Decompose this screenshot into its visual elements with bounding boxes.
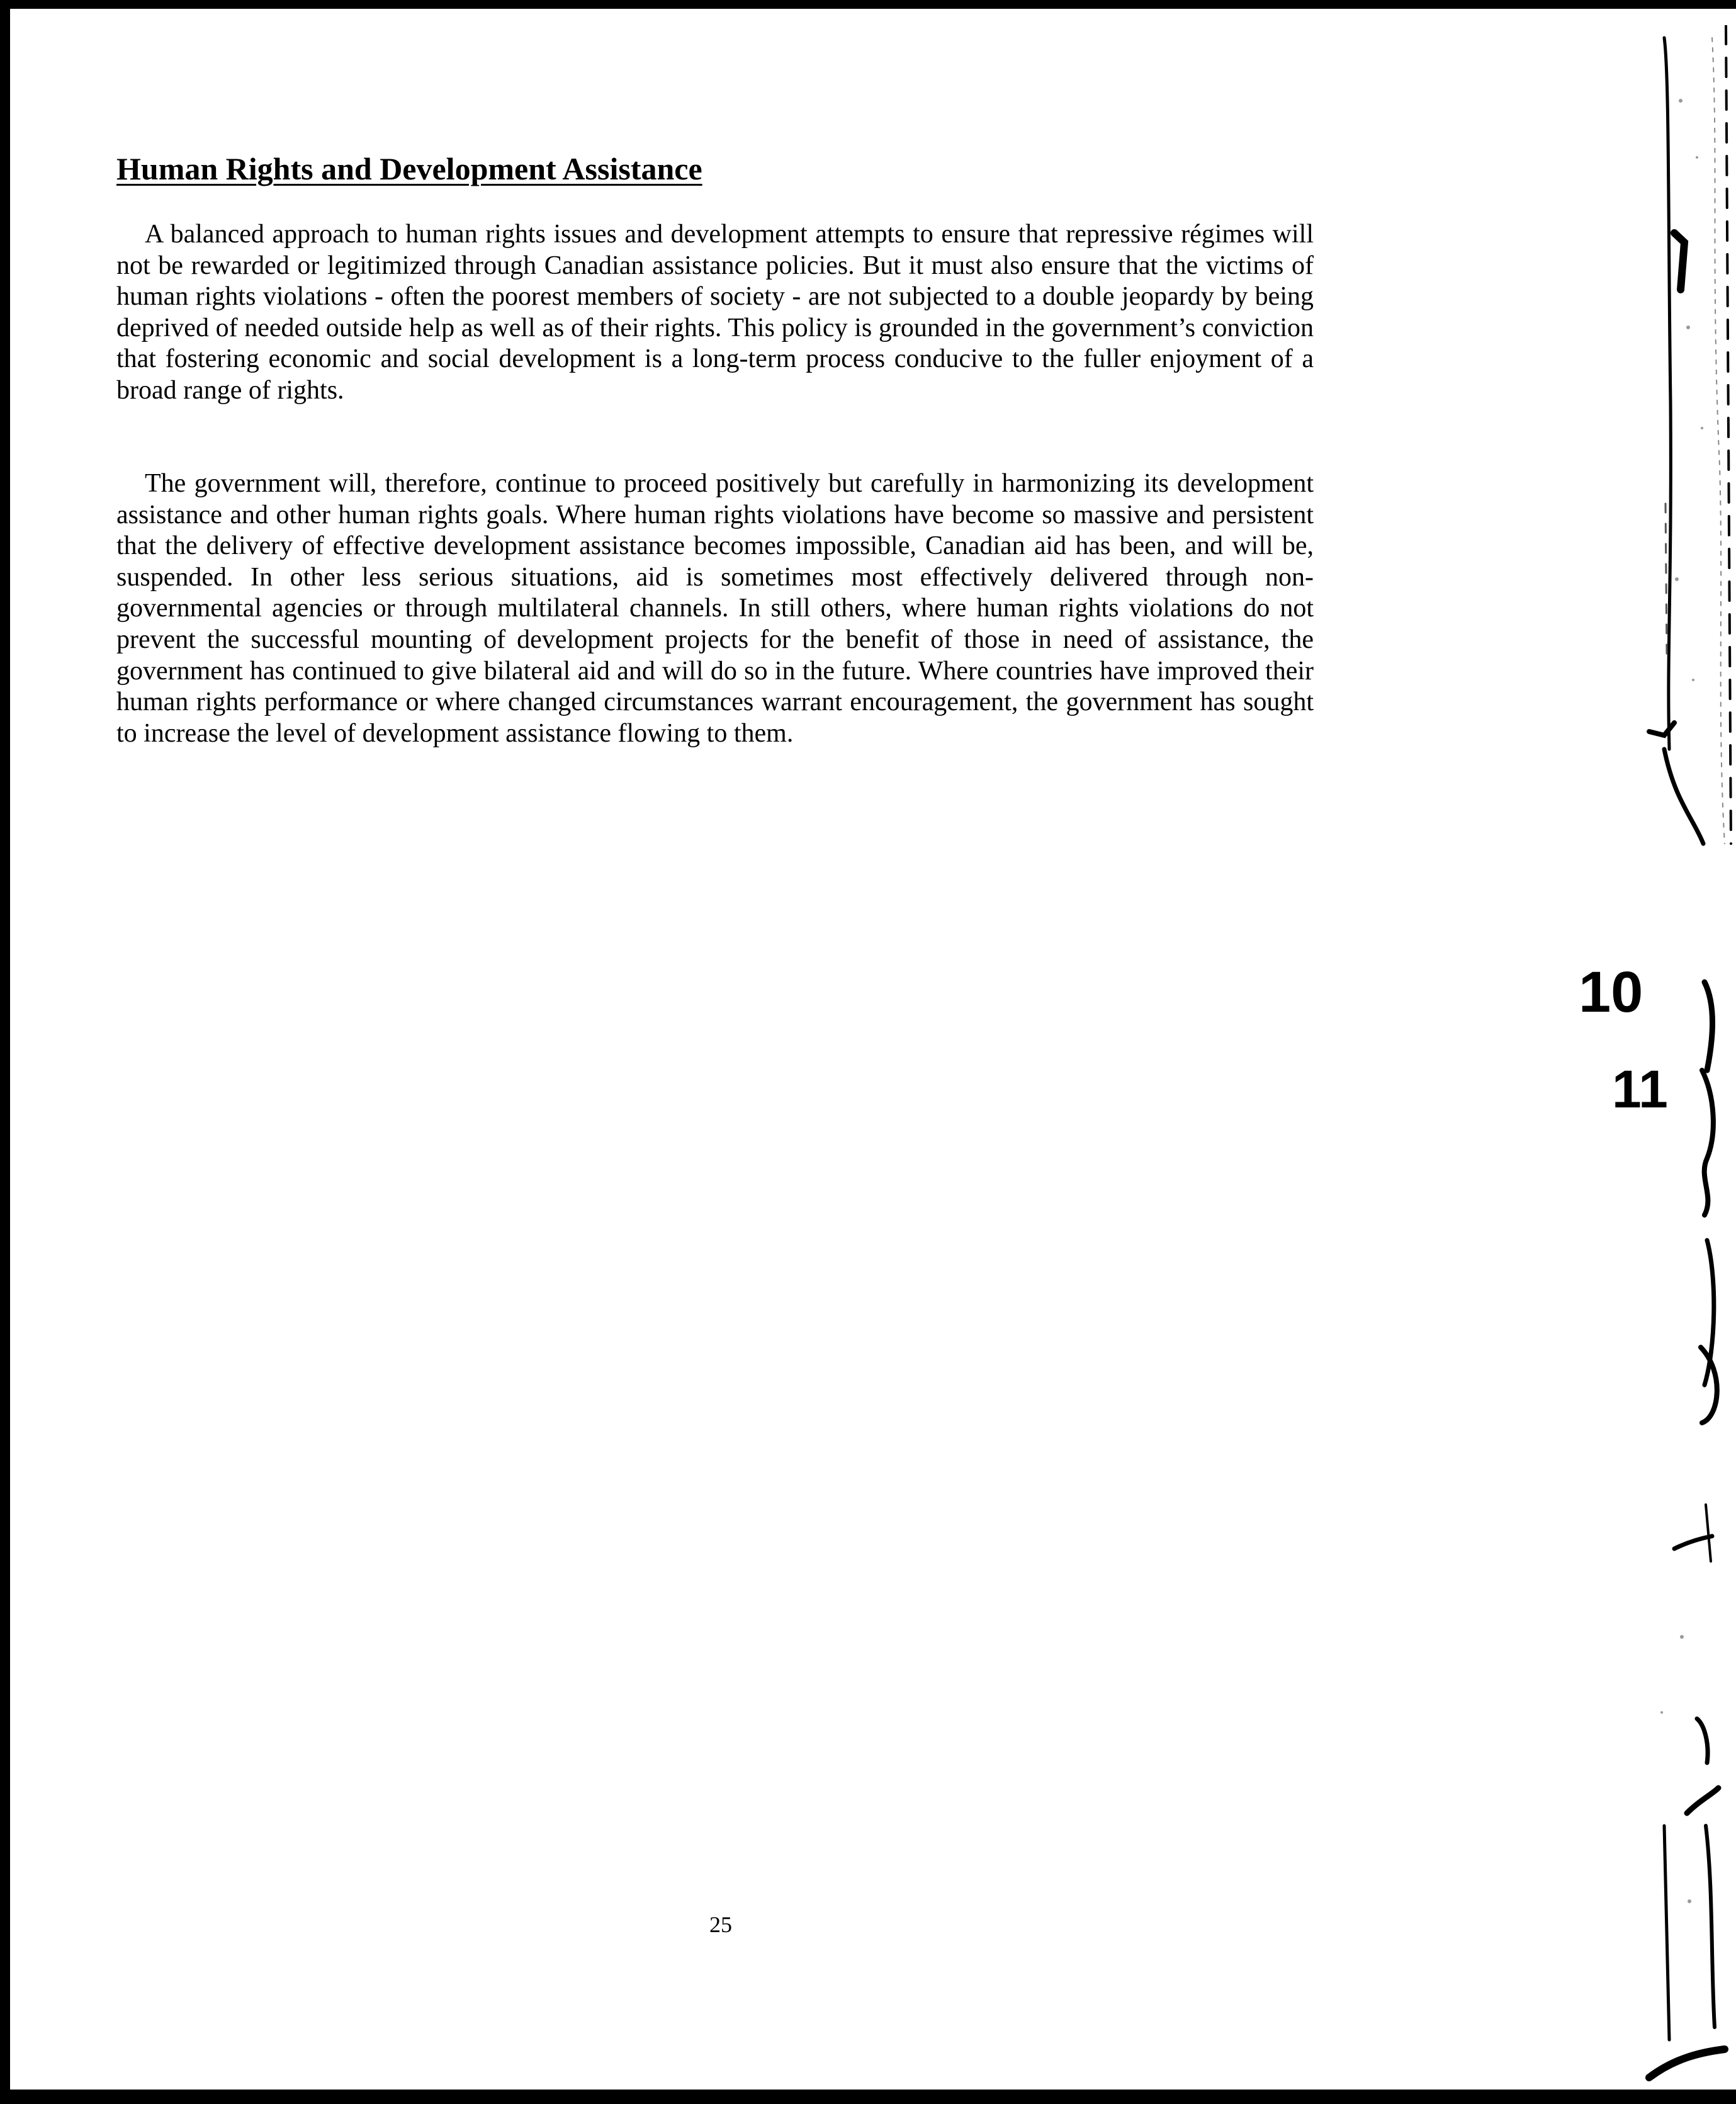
page-number: 25 (709, 1912, 732, 1937)
scan-left-edge (0, 0, 10, 2104)
divider-tab-10: 10 (1579, 960, 1643, 1024)
divider-tab-11: 11 (1612, 1060, 1668, 1119)
section-heading: Human Rights and Development Assistance (116, 151, 702, 186)
body-paragraph-2: The government will, therefore, continue to proceed positively but carefully in harmonizing its development assistance and other human rights goals. Where human rights violations have become so massive and persistent that the delivery of effective development assistance becomes impossible, Canadian aid has been, and will be, suspended. In other less serious situations, aid is sometimes most effectively delivered through non-governmental agencies or through multilateral channels. In still others, where human rights violations do not prevent the successful mounting of development projects for the benefit of those in need of assistance, the government has continued to give bilateral aid and will do so in the future. Where countries have improved their human rights performance or where changed circumstances warrant encouragement, the government has sought to increase the level of development assistance flowing to them. (116, 469, 1314, 748)
body-paragraph-1: A balanced approach to human rights issues and development attempts to ensure that repressive régimes will not be rewarded or legitimized through Canadian assistance policies. But it must also ensure that the victims of human rights violations - often the poorest members of society - are not subjected to a double jeopardy by being deprived of needed outside help as well as of their rights. This policy is grounded in the government’s conviction that fostering economic and social development is a long-term process conducive to the fuller enjoyment of a broad range of rights. (116, 220, 1314, 405)
scan-top-edge (0, 0, 1736, 9)
scan-bottom-edge (0, 2090, 1736, 2104)
